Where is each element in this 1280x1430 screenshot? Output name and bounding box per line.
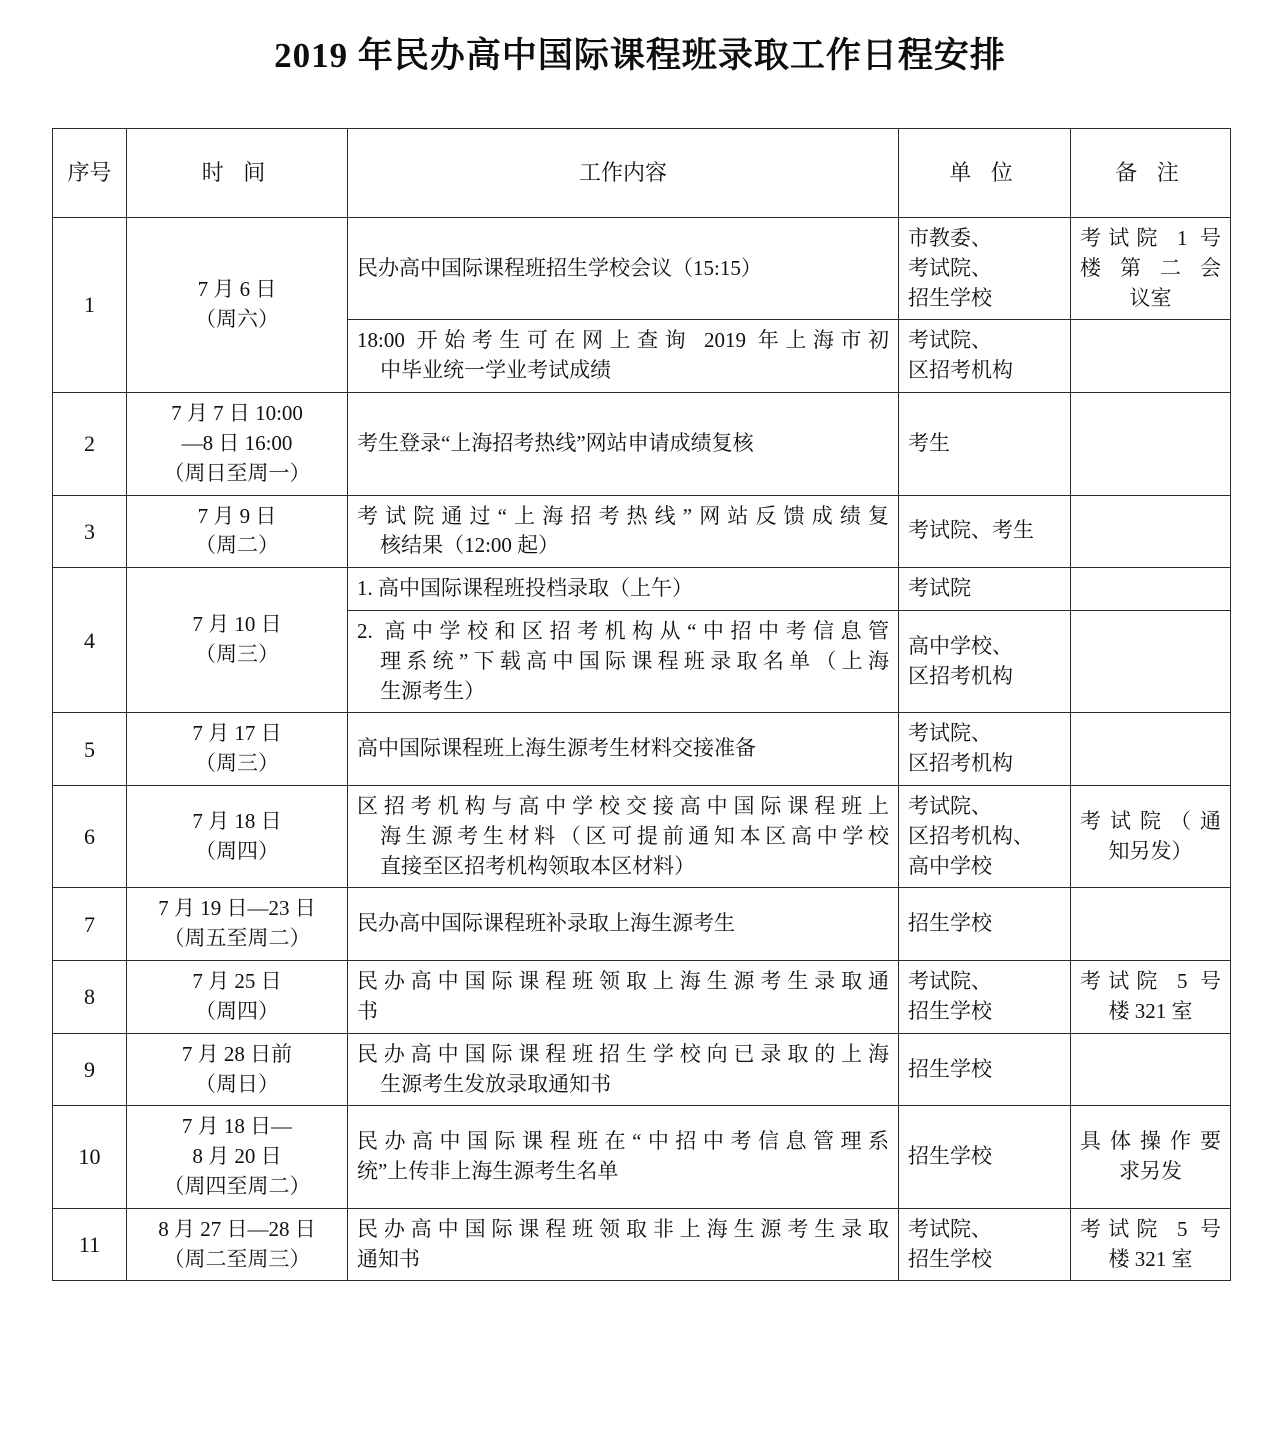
cell-note — [1071, 713, 1231, 786]
cell-work-content — [348, 218, 899, 320]
cell-sequence-number: 11 — [53, 1208, 127, 1281]
cell-unit — [899, 1106, 1071, 1208]
cell-time — [127, 393, 348, 495]
work-line: 核结果（12:00 起） — [380, 533, 560, 558]
cell-work-content — [348, 888, 899, 961]
work-line: 民办高中国际课程班领取非上海生源考生录取 — [357, 1216, 889, 1241]
unit-line: 考试院、 — [908, 328, 992, 353]
note-line: 议室 — [1129, 285, 1172, 310]
cell-unit — [899, 610, 1071, 712]
column-header-unit: 单 位 — [899, 129, 1071, 218]
cell-work-content — [348, 713, 899, 786]
unit-line: 区招考机构 — [908, 663, 1013, 688]
cell-note — [1071, 568, 1231, 611]
note-line: 楼 第 二 会 — [1080, 255, 1221, 280]
work-line: 考试院通过“上海招考热线”网站反馈成绩复 — [357, 503, 889, 528]
time-line: 7 月 18 日— — [181, 1114, 293, 1139]
time-line: （周二至周三） — [163, 1246, 311, 1271]
work-line: 1. 高中国际课程班投档录取（上午） — [357, 576, 693, 601]
work-line: 18:00 开始考生可在网上查询 2019 年上海市初 — [357, 328, 889, 353]
work-line: 统”上传非上海生源考生名单 — [357, 1159, 619, 1184]
work-line: 民办高中国际课程班在“中招中考信息管理系 — [357, 1129, 889, 1154]
cell-work-content — [348, 1033, 899, 1106]
unit-line: 考试院、 — [908, 255, 992, 280]
work-line: 生源考生） — [380, 678, 486, 703]
cell-time — [127, 961, 348, 1034]
unit-line: 招生学校 — [908, 998, 992, 1023]
schedule-table-container — [52, 128, 1230, 1281]
work-line: 书 — [357, 998, 378, 1023]
unit-line: 高中学校 — [908, 853, 992, 878]
unit-line: 考试院、 — [908, 1216, 992, 1241]
unit-line: 招生学校 — [908, 911, 992, 936]
cell-work-content — [348, 1106, 899, 1208]
cell-work-content — [348, 961, 899, 1034]
cell-unit — [899, 568, 1071, 611]
note-line: 具体操作要 — [1080, 1129, 1221, 1154]
time-line: 7 月 28 日前 — [181, 1041, 293, 1066]
time-line: （周日） — [195, 1071, 279, 1096]
table-row — [53, 218, 1231, 320]
table-header — [53, 129, 1231, 218]
table-row — [53, 1033, 1231, 1106]
work-line: 海生源考生材料（区可提前通知本区高中学校 — [380, 823, 889, 848]
note-line: 考试院 5 号 — [1080, 1216, 1221, 1241]
unit-line: 考试院、 — [908, 721, 992, 746]
unit-line: 考试院、 — [908, 969, 992, 994]
cell-note — [1071, 961, 1231, 1034]
unit-line: 区招考机构 — [908, 751, 1013, 776]
note-line: 考试院 5 号 — [1080, 969, 1221, 994]
cell-note — [1071, 495, 1231, 568]
work-line: 生源考生发放录取通知书 — [380, 1071, 612, 1096]
cell-unit — [899, 1033, 1071, 1106]
work-line: 高中国际课程班上海生源考生材料交接准备 — [357, 736, 756, 761]
time-line: —8 日 16:00 — [181, 430, 293, 455]
time-line: 7 月 17 日 — [192, 721, 282, 746]
work-line: 考生登录“上海招考热线”网站申请成绩复核 — [357, 430, 754, 455]
cell-note — [1071, 1033, 1231, 1106]
work-line: 2. 高中学校和区招考机构从“中招中考信息管 — [357, 618, 889, 643]
cell-unit — [899, 713, 1071, 786]
cell-work-content — [348, 786, 899, 888]
note-line: 考试院 1 号 — [1080, 226, 1221, 250]
unit-line: 招生学校 — [908, 1056, 992, 1081]
time-line: 7 月 6 日 — [197, 277, 277, 302]
time-line: （周日至周一） — [163, 460, 311, 485]
unit-line: 招生学校 — [908, 1246, 992, 1271]
time-line: 7 月 7 日 10:00 — [171, 401, 303, 426]
cell-unit — [899, 320, 1071, 393]
column-header-seq: 序号 — [53, 129, 127, 218]
cell-work-content — [348, 568, 899, 611]
cell-sequence-number: 4 — [53, 568, 127, 713]
unit-line: 招生学校 — [908, 285, 992, 310]
unit-line: 考试院、 — [908, 794, 992, 818]
cell-sequence-number: 7 — [53, 888, 127, 961]
note-line: 楼 321 室 — [1108, 1246, 1193, 1271]
cell-time — [127, 713, 348, 786]
unit-line: 区招考机构、 — [908, 823, 1034, 848]
cell-sequence-number: 3 — [53, 495, 127, 568]
time-line: 7 月 25 日 — [192, 969, 282, 994]
time-line: （周二） — [195, 533, 279, 558]
cell-sequence-number: 10 — [53, 1106, 127, 1208]
schedule-table — [52, 128, 1231, 1281]
cell-work-content — [348, 1208, 899, 1281]
cell-unit — [899, 495, 1071, 568]
cell-work-content — [348, 610, 899, 712]
cell-time — [127, 786, 348, 888]
time-line: 7 月 10 日 — [192, 612, 282, 637]
time-line: 8 月 27 日—28 日 — [158, 1216, 316, 1241]
table-row — [53, 495, 1231, 568]
cell-note — [1071, 320, 1231, 393]
work-line: 民办高中国际课程班补录取上海生源考生 — [357, 911, 735, 936]
time-line: （周五至周二） — [163, 926, 311, 951]
cell-sequence-number: 9 — [53, 1033, 127, 1106]
column-header-time: 时 间 — [127, 129, 348, 218]
cell-sequence-number: 2 — [53, 393, 127, 495]
time-line: 8 月 20 日 — [192, 1144, 282, 1169]
time-line: （周三） — [195, 642, 279, 667]
table-row — [53, 393, 1231, 495]
cell-unit — [899, 1208, 1071, 1281]
time-line: （周四） — [195, 998, 279, 1023]
work-line: 中毕业统一学业考试成绩 — [380, 358, 612, 383]
table-body — [53, 218, 1231, 1281]
unit-line: 考生 — [908, 430, 950, 455]
note-line: 知另发） — [1108, 838, 1193, 863]
time-line: 7 月 9 日 — [197, 503, 277, 528]
cell-unit — [899, 393, 1071, 495]
note-line: 楼 321 室 — [1108, 998, 1193, 1023]
cell-unit — [899, 961, 1071, 1034]
cell-note — [1071, 1208, 1231, 1281]
table-header-row — [53, 129, 1231, 218]
cell-sequence-number: 1 — [53, 218, 127, 393]
column-header-note: 备 注 — [1071, 129, 1231, 218]
cell-note — [1071, 1106, 1231, 1208]
note-line: 求另发 — [1119, 1159, 1182, 1184]
work-line: 通知书 — [357, 1246, 420, 1271]
table-row — [53, 568, 1231, 611]
table-row — [53, 713, 1231, 786]
unit-line: 考试院、考生 — [908, 518, 1034, 543]
cell-time — [127, 568, 348, 713]
cell-work-content — [348, 393, 899, 495]
cell-note — [1071, 393, 1231, 495]
note-line: 考试院（通 — [1080, 808, 1221, 833]
table-row — [53, 1208, 1231, 1281]
cell-note — [1071, 786, 1231, 888]
page-title: 2019 年民办高中国际课程班录取工作日程安排 — [274, 36, 1006, 75]
work-line: 理系统”下载高中国际课程班录取名单（上海 — [380, 648, 889, 673]
cell-unit — [899, 218, 1071, 320]
cell-unit — [899, 888, 1071, 961]
time-line: （周三） — [195, 751, 279, 776]
table-row — [53, 1106, 1231, 1208]
cell-work-content — [348, 495, 899, 568]
work-line: 民办高中国际课程班招生学校向已录取的上海 — [357, 1041, 889, 1066]
cell-time — [127, 218, 348, 393]
cell-time — [127, 888, 348, 961]
table-row — [53, 888, 1231, 961]
unit-line: 区招考机构 — [908, 358, 1013, 383]
cell-time — [127, 1208, 348, 1281]
cell-note — [1071, 218, 1231, 320]
cell-time — [127, 1033, 348, 1106]
table-row — [53, 961, 1231, 1034]
table-row — [53, 786, 1231, 888]
work-line: 直接至区招考机构领取本区材料） — [380, 853, 696, 878]
unit-line: 市教委、 — [908, 226, 992, 250]
unit-line: 考试院 — [908, 576, 971, 601]
cell-unit — [899, 786, 1071, 888]
time-line: （周六） — [195, 307, 279, 332]
work-line: 民办高中国际课程班领取上海生源考生录取通 — [357, 969, 889, 994]
cell-sequence-number: 5 — [53, 713, 127, 786]
column-header-work: 工作内容 — [348, 129, 899, 218]
unit-line: 高中学校、 — [908, 633, 1013, 658]
cell-sequence-number: 8 — [53, 961, 127, 1034]
cell-note — [1071, 610, 1231, 712]
unit-line: 招生学校 — [908, 1144, 992, 1169]
work-line: 民办高中国际课程班招生学校会议（15:15） — [357, 255, 762, 280]
work-line: 区招考机构与高中学校交接高中国际课程班上 — [357, 794, 889, 818]
time-line: 7 月 18 日 — [192, 808, 282, 833]
cell-time — [127, 1106, 348, 1208]
time-line: （周四至周二） — [163, 1173, 311, 1198]
time-line: 7 月 19 日—23 日 — [158, 896, 316, 921]
cell-note — [1071, 888, 1231, 961]
cell-work-content — [348, 320, 899, 393]
cell-time — [127, 495, 348, 568]
time-line: （周四） — [195, 838, 279, 863]
cell-sequence-number: 6 — [53, 786, 127, 888]
